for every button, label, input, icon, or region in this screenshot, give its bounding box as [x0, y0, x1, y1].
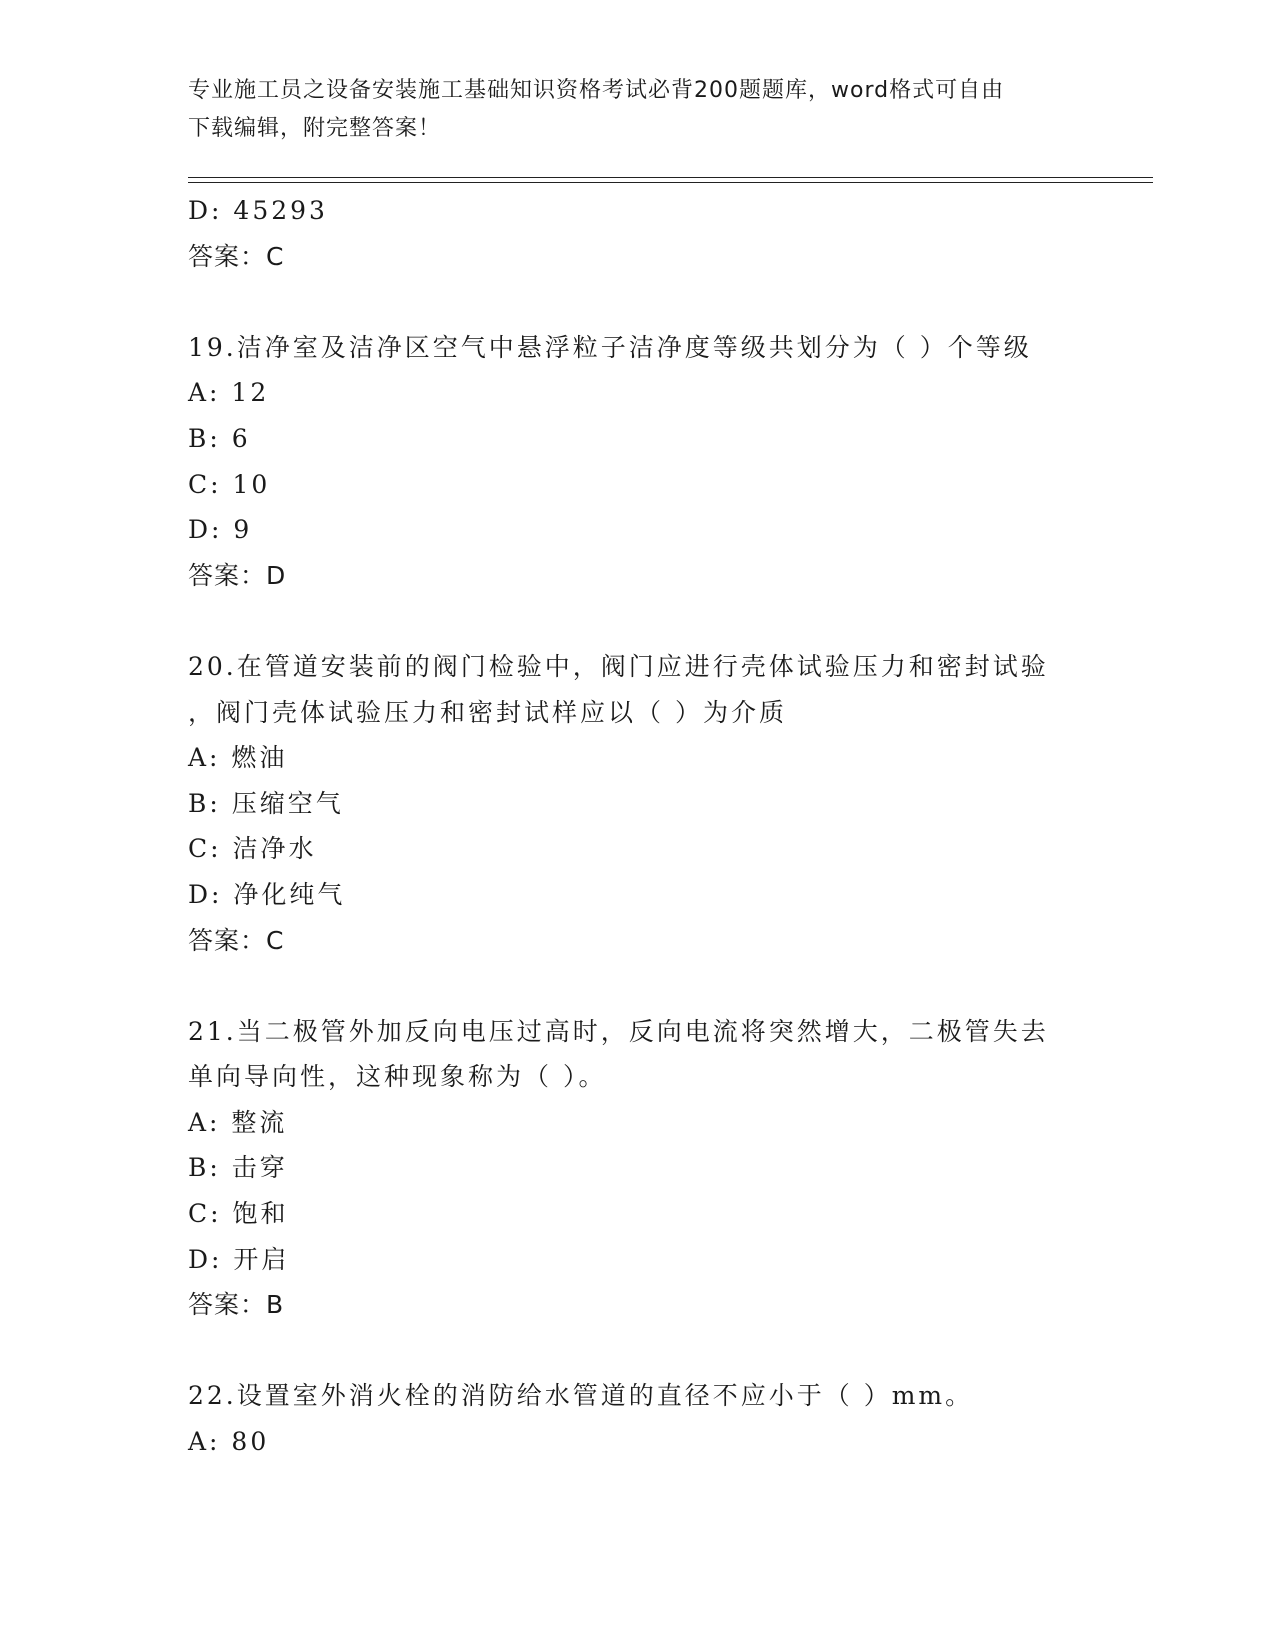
- question-stem-line-2: ，阀门壳体试验压力和密封试样应以（ ）为介质: [188, 697, 787, 727]
- spacer: [188, 598, 1088, 644]
- option-a: A: 12: [188, 378, 270, 408]
- document-header: [188, 72, 1088, 148]
- option-c: C: 饱和: [188, 1199, 289, 1229]
- question-stem-line-1: 20.在管道安装前的阀门检验中，阀门应进行壳体试验压力和密封试验: [188, 651, 1049, 681]
- answer: 答案：C: [188, 241, 285, 271]
- option-b: B: 击穿: [188, 1153, 288, 1183]
- question-19: [188, 325, 1088, 599]
- question-stem-line-2: 单向导向性，这种现象称为（ ）。: [188, 1062, 607, 1092]
- answer: 答案：D: [188, 560, 287, 590]
- option-c: C: 洁净水: [188, 834, 317, 864]
- option-a: A: 80: [188, 1427, 270, 1457]
- option-a: A: 燃油: [188, 743, 288, 773]
- question-22: [188, 1373, 1088, 1464]
- option-d: D: 45293: [188, 196, 328, 225]
- header-divider-bottom: [188, 182, 1153, 183]
- header-line-2: 下载编辑，附完整答案！: [188, 116, 442, 141]
- option-b: B: 压缩空气: [188, 788, 344, 818]
- option-d: D: 9: [188, 515, 253, 545]
- spacer: [188, 279, 1088, 325]
- spacer: [188, 963, 1088, 1009]
- question-stem: 19.洁净室及洁净区空气中悬浮粒子洁净度等级共划分为（ ）个等级: [188, 332, 1032, 362]
- option-d: D: 净化纯气: [188, 879, 346, 909]
- option-c: C: 10: [188, 469, 271, 499]
- header-line-1: 专业施工员之设备安装施工基础知识资格考试必背200题题库，word格式可自由: [188, 78, 1005, 103]
- question-stem: 22.设置室外消火栓的消防给水管道的直径不应小于（ ）mm。: [188, 1381, 974, 1411]
- spacer: [188, 1328, 1088, 1374]
- question-stem-line-1: 21.当二极管外加反向电压过高时，反向电流将突然增大，二极管失去: [188, 1016, 1049, 1046]
- header-divider-top: [188, 177, 1153, 178]
- question-list: [188, 188, 1088, 1465]
- answer: 答案：C: [188, 925, 285, 955]
- answer: 答案：B: [188, 1290, 285, 1320]
- option-d: D: 开启: [188, 1244, 290, 1274]
- option-b: B: 6: [188, 423, 251, 453]
- question-20: [188, 644, 1088, 963]
- option-a: A: 整流: [188, 1107, 288, 1137]
- question-18-tail: [188, 188, 1088, 279]
- question-21: [188, 1009, 1088, 1328]
